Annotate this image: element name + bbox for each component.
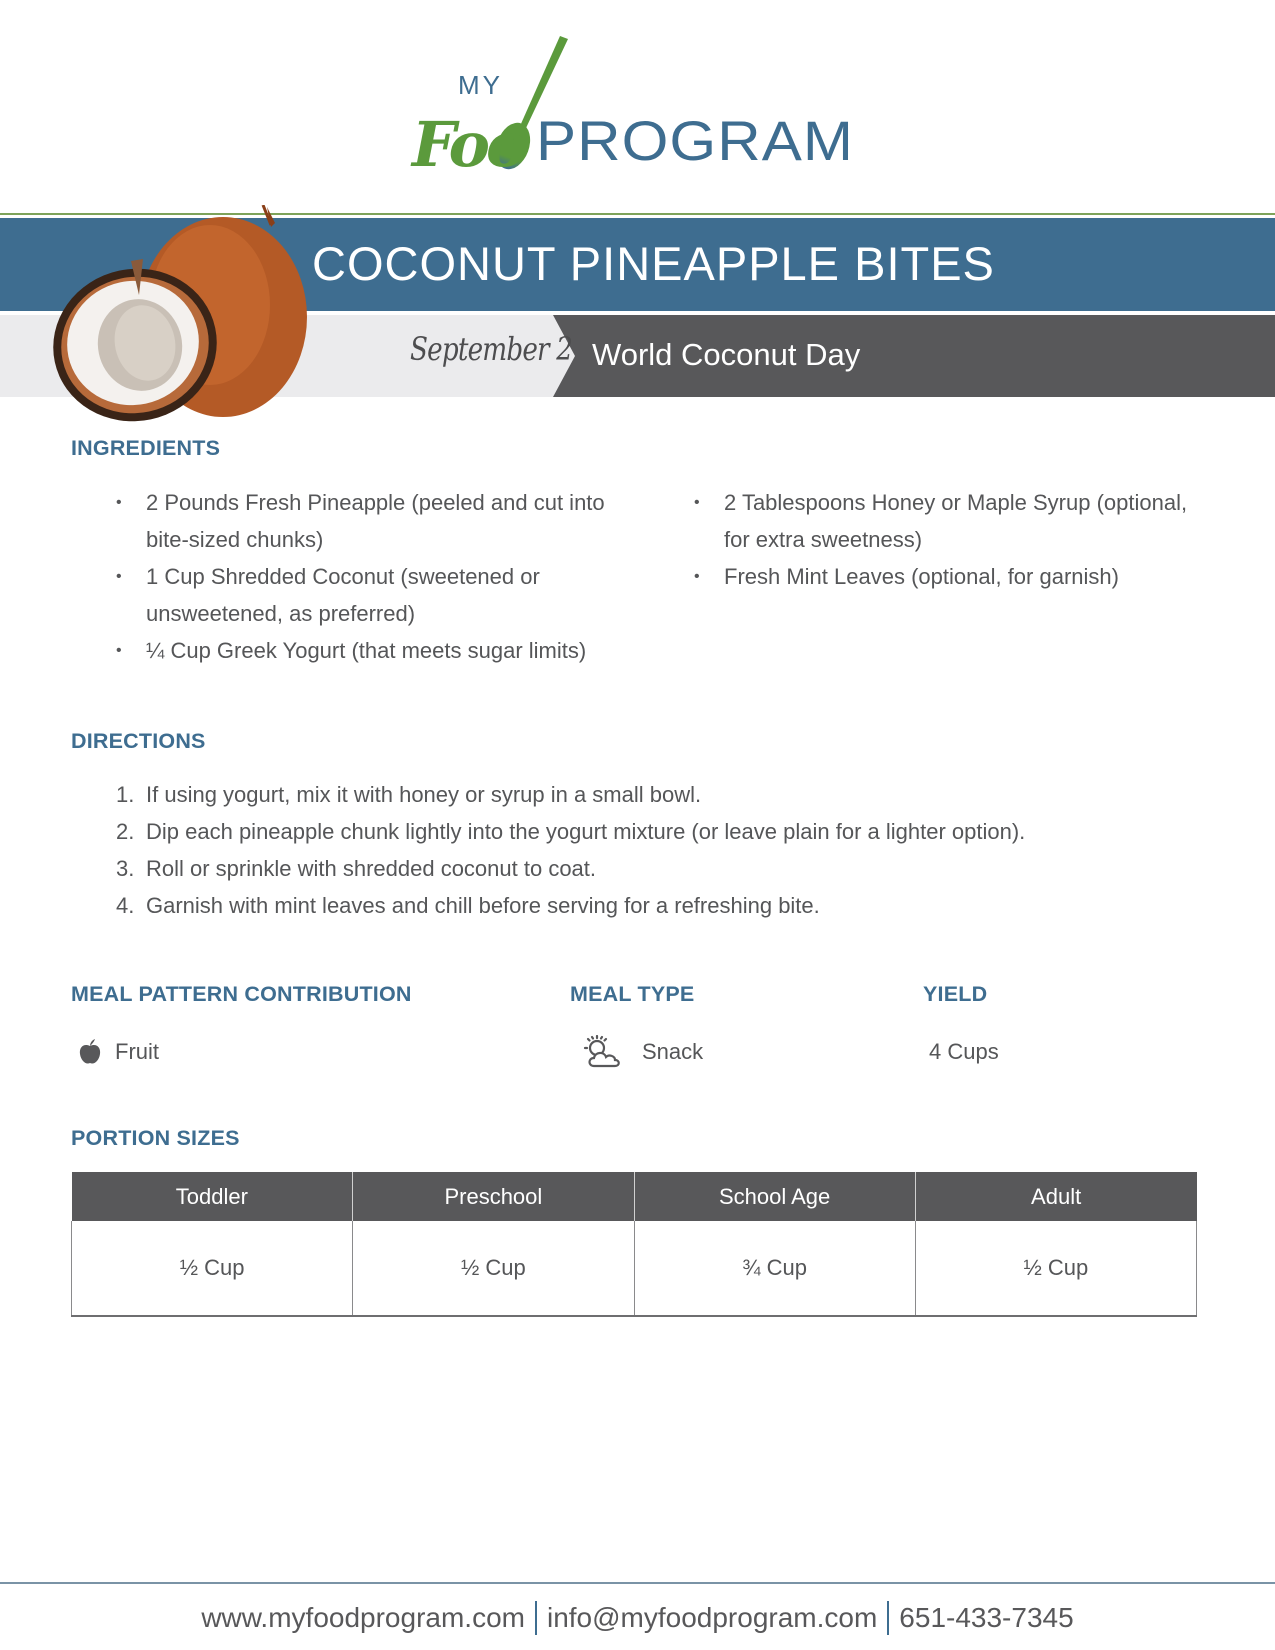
yield-value [929,1032,999,1072]
directions-list [116,776,1216,924]
footer-divider [0,1582,1275,1584]
coconut-illustration [35,205,315,425]
step-number: 2. [116,819,135,844]
direction-step [116,813,1216,850]
step-text: Garnish with mint leaves and chill before serving for a refreshing bite. [146,893,820,918]
directions-heading: DIRECTIONS [71,729,206,753]
event-name: World Coconut Day [592,337,861,372]
yield-text: 4 Cups [929,1039,999,1064]
yield-heading: YIELD [923,982,988,1006]
ingredients-list-left [116,484,636,669]
sun-cloud-icon [582,1035,624,1069]
ingredient-item: • 2 Pounds Fresh Pineapple (peeled and cut into bite-sized chunks) [116,484,636,558]
portion-adult: ½ Cup [915,1221,1196,1316]
my-food-program-logo [410,36,870,176]
meal-type-heading: MEAL TYPE [570,982,695,1006]
meal-type-text: Snack [642,1039,704,1064]
ingredient-item: • 2 Tablespoons Honey or Maple Syrup (optional, for extra sweetness) [694,484,1214,558]
meal-pattern-text: Fruit [115,1039,159,1064]
step-number: 3. [116,856,135,881]
website-link[interactable]: www.myfoodprogram.com [201,1602,525,1633]
ingredient-item: • ¼ Cup Greek Yogurt (that meets sugar limits) [116,632,636,669]
portion-toddler: ½ Cup [72,1221,353,1316]
recipe-date: September 2 [410,330,573,368]
logo-program-text: PROGRAM [536,109,854,172]
table-header-row [72,1172,1197,1221]
step-text: Dip each pineapple chunk lightly into the yogurt mixture (or leave plain for a lighter option). [146,819,1026,844]
meal-type-value [582,1032,703,1072]
direction-step [116,887,1216,924]
column-header-school-age: School Age [634,1172,915,1221]
ingredients-heading: INGREDIENTS [71,436,221,460]
portion-preschool: ½ Cup [353,1221,634,1316]
footer-contact [0,1598,1275,1638]
portion-sizes-heading: PORTION SIZES [71,1126,240,1150]
recipe-title: COCONUT PINEAPPLE BITES [312,237,995,290]
logo-my-text: MY [458,70,503,100]
footer-separator [887,1601,889,1635]
column-header-toddler: Toddler [72,1172,353,1221]
table-row [72,1221,1197,1316]
meal-pattern-value [79,1032,159,1072]
step-text: If using yogurt, mix it with honey or syrup in a small bowl. [146,782,702,807]
step-text: Roll or sprinkle with shredded coconut to coat. [146,856,597,881]
apple-icon [79,1039,101,1065]
ingredient-item: • Fresh Mint Leaves (optional, for garnish) [694,558,1214,595]
column-header-preschool: Preschool [353,1172,634,1221]
ingredient-item: • 1 Cup Shredded Coconut (sweetened or unsweetened, as preferred) [116,558,636,632]
portion-school-age: ¾ Cup [634,1221,915,1316]
column-header-adult: Adult [915,1172,1196,1221]
meal-pattern-heading: MEAL PATTERN CONTRIBUTION [71,982,412,1006]
step-number: 1. [116,782,135,807]
direction-step [116,776,1216,813]
email-link[interactable]: info@myfoodprogram.com [546,1602,878,1633]
footer-separator [535,1601,537,1635]
step-number: 4. [116,893,135,918]
direction-step [116,850,1216,887]
ingredients-list-right [694,484,1214,595]
portion-sizes-table [71,1172,1197,1317]
logo-food-text: Foo [412,108,524,176]
phone-number: 651-433-7345 [899,1602,1074,1633]
